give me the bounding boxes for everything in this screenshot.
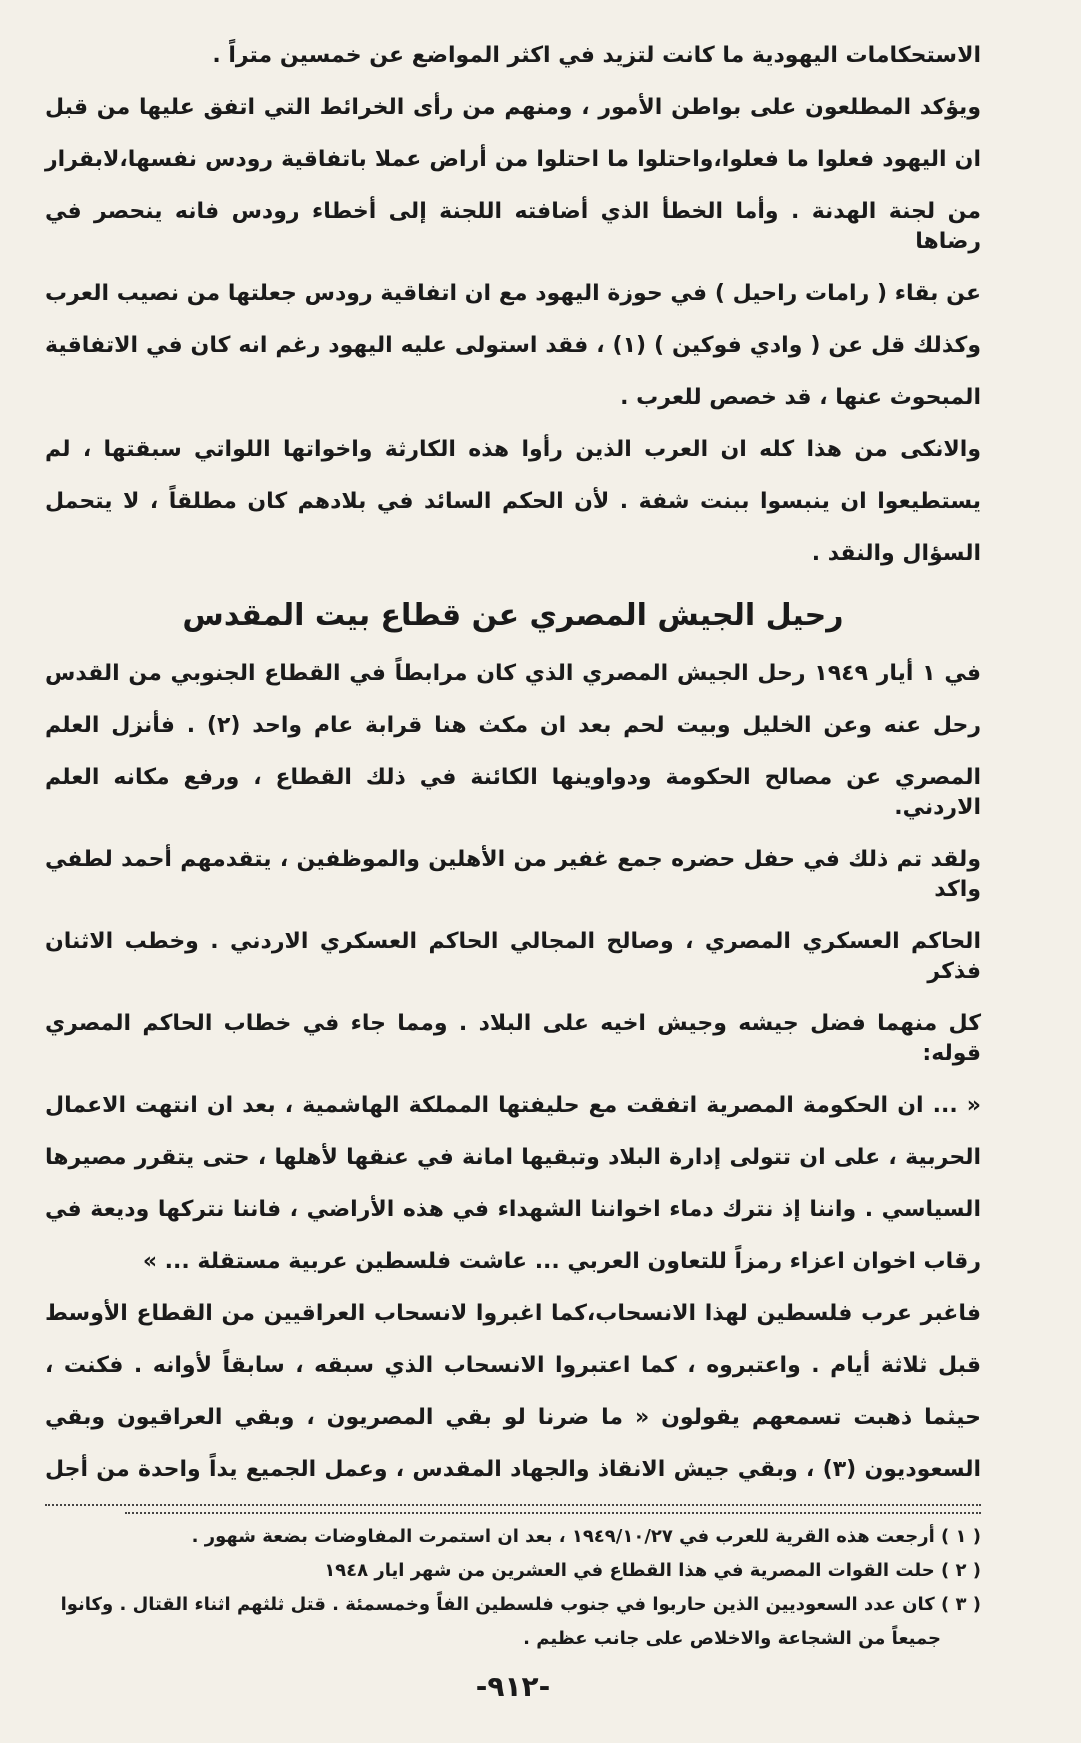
text-line: يستطيعوا ان ينبسوا ببنت شفة . لأن الحكم السائد في بلادهم كان مطلقاً ، لا يتحمل <box>45 489 981 514</box>
text-line: السياسي . واننا إذ نترك دماء اخواننا الشهداء في هذه الأراضي ، فاننا نتركها وديعة في <box>45 1197 981 1222</box>
footnote: ( ٢ ) حلت القوات المصرية في هذا القطاع في العشرين من شهر ايار ١٩٤٨ <box>324 1560 981 1581</box>
text-line: كل منهما فضل جيشه وجيش اخيه على البلاد . ومما جاء في خطاب الحاكم المصري قوله: <box>45 1011 981 1066</box>
text-line: السؤال والنقد . <box>811 541 981 566</box>
text-line: رقاب اخوان اعزاء رمزاً للتعاون العربي ... عاشت فلسطين عربية مستقلة ... » <box>142 1249 981 1274</box>
text-line: رحل عنه وعن الخليل وبيت لحم بعد ان مكث هنا قرابة عام واحد (٢) . فأنزل العلم <box>45 713 982 738</box>
text-line: ولقد تم ذلك في حفل حضره جمع غفير من الأهلين والموظفين ، يتقدمهم أحمد لطفي واكد <box>45 847 981 902</box>
text-line: من لجنة الهدنة . وأما الخطأ الذي أضافته اللجنة إلى أخطاء رودس فانه ينحصر في رضاها <box>45 199 981 254</box>
text-line: الاستحكامات اليهودية ما كانت لتزيد في اكثر المواضع عن خمسين متراً . <box>212 43 981 68</box>
text-line: والانكى من هذا كله ان العرب الذين رأوا هذه الكارثة واخواتها اللواتي سبقتها ، لم <box>45 437 981 462</box>
footnote: ( ٣ ) كان عدد السعوديين الذين حاربوا في جنوب فلسطين الفاً وخمسمئة . قتل ثلثهم اثناء القتال . وكانوا <box>60 1594 981 1615</box>
footnote-divider <box>45 1504 981 1506</box>
text-line: قبل ثلاثة أيام . واعتبروه ، كما اعتبروا الانسحاب الذي سبقه ، سابقاً لأوانه . فكنت ، <box>45 1353 981 1378</box>
section-heading: رحيل الجيش المصري عن قطاع بيت المقدس <box>182 598 844 633</box>
text-line: حيثما ذهبت تسمعهم يقولون « ما ضرنا لو بقي المصريون ، وبقي العراقيون وبقي <box>45 1405 981 1430</box>
text-line: السعوديون (٣) ، وبقي جيش الانقاذ والجهاد المقدس ، وعمل الجميع يداً واحدة من أجل <box>45 1457 982 1482</box>
text-line: فاغبر عرب فلسطين لهذا الانسحاب،كما اغبروا لانسحاب العراقيين من القطاع الأوسط <box>45 1301 981 1326</box>
page-number: -٩١٢- <box>475 1670 551 1703</box>
text-line: عن بقاء ( رامات راحيل ) في حوزة اليهود مع ان اتفاقية رودس جعلتها من نصيب العرب <box>45 281 981 306</box>
text-line: الحربية ، على ان تتولى إدارة البلاد وتبقيها امانة في عنقها لأهلها ، حتى يتقرر مصيرها <box>45 1145 981 1170</box>
text-line: ويؤكد المطلعون على بواطن الأمور ، ومنهم من رأى الخرائط التي اتفق عليها من قبل <box>45 95 981 120</box>
footnote-divider <box>125 1512 981 1514</box>
text-line: وكذلك قل عن ( وادي فوكين ) (١) ، فقد استولى عليه اليهود رغم انه كان في الاتفاقية <box>45 333 981 358</box>
footnote: ( ١ ) أرجعت هذه القرية للعرب في ١٩٤٩/١٠/٢٧ ، بعد ان استمرت المفاوضات بضعة شهور . <box>191 1526 981 1547</box>
footnote: جميعاً من الشجاعة والاخلاص على جانب عظيم . <box>523 1628 941 1649</box>
text-line: « ... ان الحكومة المصرية اتفقت مع حليفتها المملكة الهاشمية ، بعد ان انتهت الاعمال <box>45 1093 981 1118</box>
text-line: المبحوث عنها ، قد خصص للعرب . <box>620 385 981 410</box>
text-line: في ١ أيار ١٩٤٩ رحل الجيش المصري الذي كان مرابطاً في القطاع الجنوبي من القدس <box>45 661 981 686</box>
text-line: الحاكم العسكري المصري ، وصالح المجالي الحاكم العسكري الاردني . وخطب الاثنان فذكر <box>45 929 981 984</box>
text-line: ان اليهود فعلوا ما فعلوا،واحتلوا ما احتلوا من أراض عملا باتفاقية رودس نفسها،لابقرار <box>45 147 981 172</box>
text-line: المصري عن مصالح الحكومة ودواوينها الكائنة في ذلك القطاع ، ورفع مكانه العلم الاردني. <box>45 765 981 820</box>
